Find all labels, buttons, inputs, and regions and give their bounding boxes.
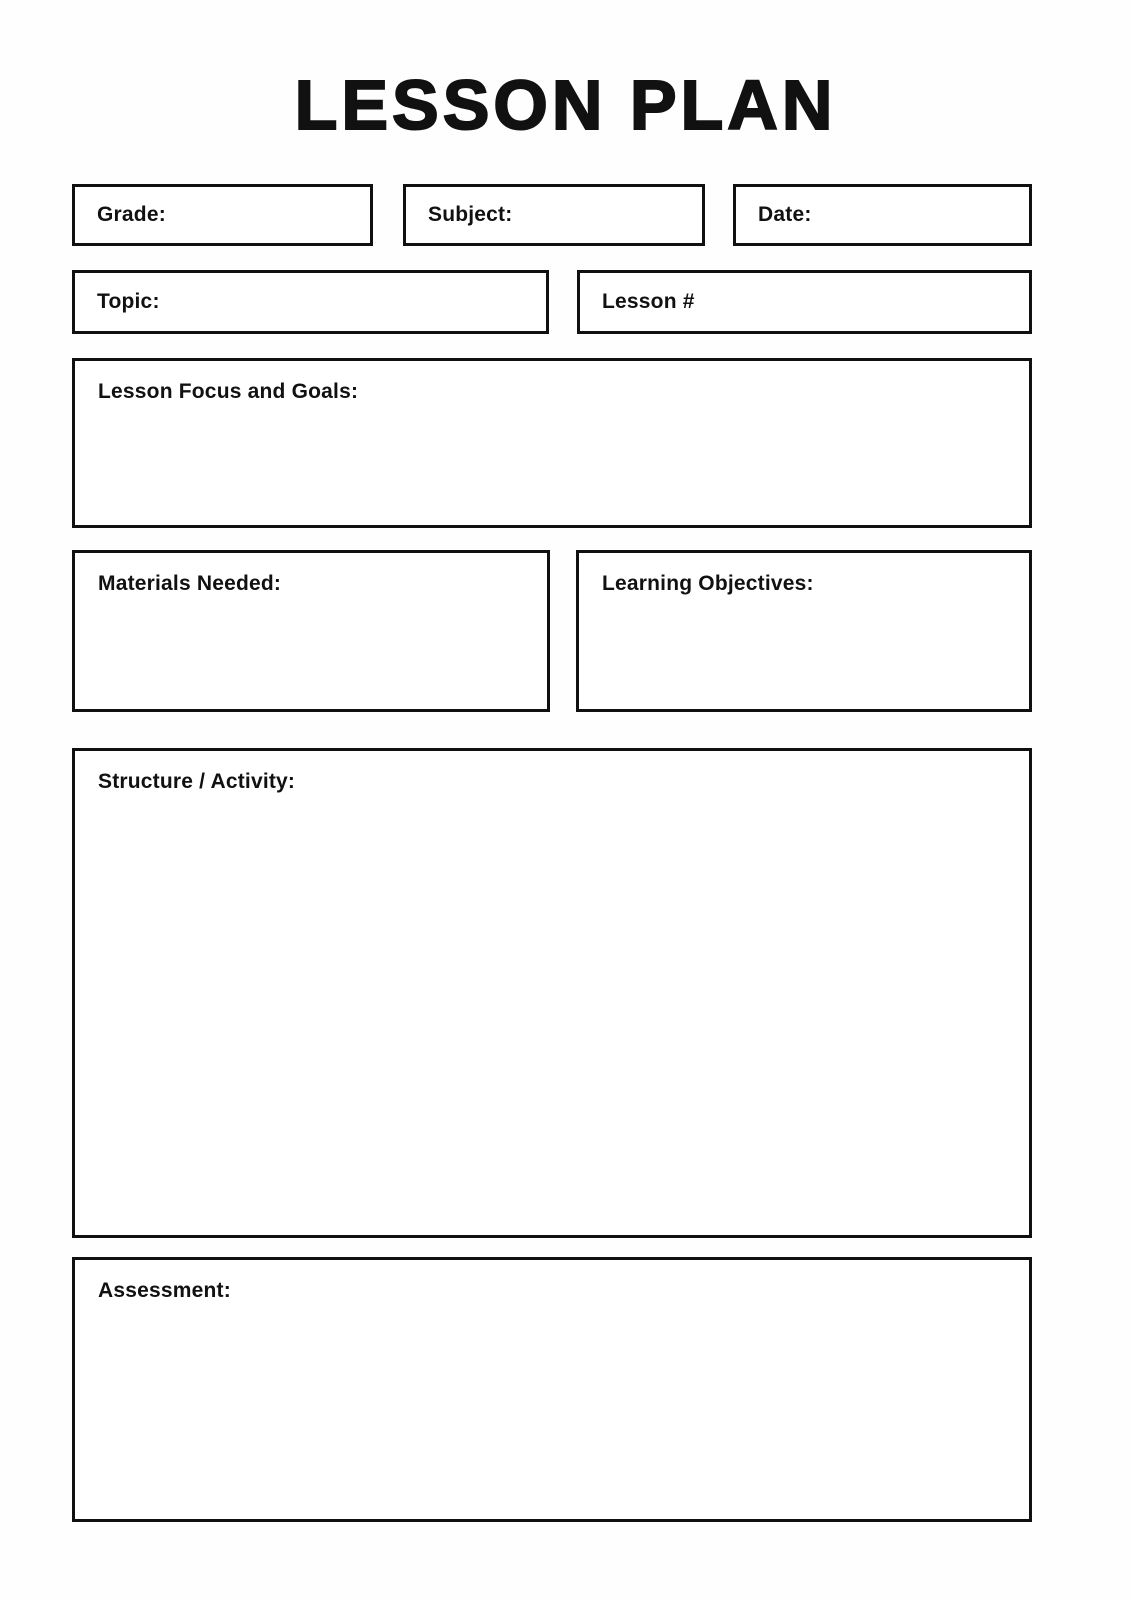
lesson-focus-and-goals-field[interactable] xyxy=(72,358,1032,528)
learning-objectives-label: Learning Objectives: xyxy=(602,572,814,595)
lesson-number-field[interactable] xyxy=(577,270,1032,334)
assessment-label: Assessment: xyxy=(98,1279,231,1302)
assessment-field[interactable] xyxy=(72,1257,1032,1522)
page-title: LESSON PLAN xyxy=(294,66,837,144)
grade-label: Grade: xyxy=(97,203,166,226)
lesson-number-label: Lesson # xyxy=(602,290,695,313)
topic-label: Topic: xyxy=(97,290,160,313)
subject-field[interactable] xyxy=(403,184,705,246)
grade-field[interactable] xyxy=(72,184,373,246)
date-field[interactable] xyxy=(733,184,1032,246)
structure-activity-label: Structure / Activity: xyxy=(98,770,296,793)
structure-activity-field[interactable] xyxy=(72,748,1032,1238)
subject-label: Subject: xyxy=(428,203,513,226)
lesson-focus-and-goals-label: Lesson Focus and Goals: xyxy=(98,380,359,403)
materials-needed-label: Materials Needed: xyxy=(98,572,282,595)
materials-needed-field[interactable] xyxy=(72,550,550,712)
date-label: Date: xyxy=(758,203,812,226)
learning-objectives-field[interactable] xyxy=(576,550,1032,712)
topic-field[interactable] xyxy=(72,270,549,334)
